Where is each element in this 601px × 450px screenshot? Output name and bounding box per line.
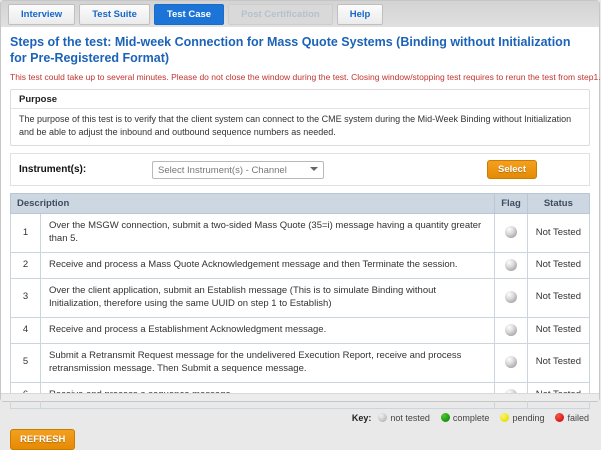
key-item-failed bbox=[555, 413, 589, 423]
step-description: Submit a Retransmit Request message for the undelivered Execution Report, receive and process retransmission message. Then Submit a sequence message. bbox=[41, 344, 495, 383]
flag-cell bbox=[495, 252, 528, 278]
tab-test-case[interactable]: Test Case bbox=[154, 4, 224, 25]
instrument-select[interactable] bbox=[152, 161, 324, 179]
step-number: 3 bbox=[11, 279, 41, 318]
warning-text: This test could take up to several minutes. Please do not close the window during the test. Closing window/stopping test requires to rerun the test from step1. bbox=[10, 71, 601, 82]
instrument-section bbox=[10, 153, 590, 187]
key-item-label: not tested bbox=[390, 412, 430, 423]
purpose-body: The purpose of this test is to verify that the client system can connect to the CME system during the Mid-Week Binding without Initialization and be able to adjust the inbound and outbound sequence numbers as needed. bbox=[19, 113, 572, 137]
key-item-label: complete bbox=[452, 412, 490, 423]
flag-sphere-icon bbox=[505, 259, 517, 271]
column-header-description: Description bbox=[11, 194, 495, 214]
tab-help[interactable]: Help bbox=[337, 4, 384, 25]
flag-sphere-icon bbox=[505, 324, 517, 336]
step-number: 4 bbox=[11, 317, 41, 343]
flag-sphere-icon bbox=[505, 356, 517, 368]
step-number: 1 bbox=[11, 214, 41, 253]
step-description: Over the client application, submit an Establish message (This is to simulate Binding without Initialization, therefore using the same UUID on step 1 to Establish) bbox=[41, 279, 495, 318]
not-tested-dot-icon bbox=[378, 413, 387, 422]
step-description: Receive and process a Mass Quote Acknowledgement message and then Terminate the session. bbox=[41, 252, 495, 278]
complete-dot-icon bbox=[441, 413, 450, 422]
key-item-label: pending bbox=[512, 412, 545, 423]
window-footer bbox=[1, 393, 599, 401]
key-item-complete bbox=[441, 413, 490, 423]
key-label: Key: bbox=[351, 412, 372, 423]
key-item-pending bbox=[500, 413, 544, 423]
tab-post-certification: Post Certification bbox=[228, 4, 333, 25]
flag-sphere-icon bbox=[505, 226, 517, 238]
status-value: Not Tested bbox=[527, 214, 589, 253]
refresh-button[interactable]: REFRESH bbox=[10, 429, 75, 450]
status-value: Not Tested bbox=[527, 252, 589, 278]
steps-table bbox=[10, 193, 590, 409]
tab-bar bbox=[1, 1, 599, 27]
failed-dot-icon bbox=[555, 413, 564, 422]
table-row bbox=[11, 252, 590, 278]
step-number: 2 bbox=[11, 252, 41, 278]
table-row bbox=[11, 279, 590, 318]
status-value: Not Tested bbox=[527, 279, 589, 318]
flag-cell bbox=[495, 317, 528, 343]
pending-dot-icon bbox=[500, 413, 509, 422]
content-area bbox=[1, 27, 599, 450]
select-button[interactable]: Select bbox=[487, 160, 537, 179]
table-row bbox=[11, 317, 590, 343]
key-item-not-tested bbox=[378, 413, 430, 423]
status-value: Not Tested bbox=[527, 344, 589, 383]
status-value: Not Tested bbox=[527, 317, 589, 343]
status-key-legend bbox=[10, 413, 589, 423]
table-header-row bbox=[11, 194, 590, 214]
step-description: Over the MSGW connection, submit a two-sided Mass Quote (35=i) message having a quantity greater than 5. bbox=[41, 214, 495, 253]
purpose-heading: Purpose bbox=[11, 90, 589, 109]
page-title: Steps of the test: Mid-week Connection for Mass Quote Systems (Binding without Initialization for Pre-Registered Format) bbox=[10, 35, 571, 66]
instrument-label: Instrument(s): bbox=[19, 163, 87, 175]
table-row bbox=[11, 344, 590, 383]
flag-cell bbox=[495, 279, 528, 318]
step-number: 5 bbox=[11, 344, 41, 383]
table-row bbox=[11, 214, 590, 253]
instrument-select-wrap bbox=[152, 160, 324, 180]
tab-interview[interactable]: Interview bbox=[8, 4, 75, 25]
column-header-status: Status bbox=[527, 194, 589, 214]
flag-sphere-icon bbox=[505, 291, 517, 303]
purpose-box bbox=[10, 89, 590, 146]
column-header-flag: Flag bbox=[495, 194, 528, 214]
flag-cell bbox=[495, 214, 528, 253]
key-item-label: failed bbox=[567, 412, 589, 423]
tab-test-suite[interactable]: Test Suite bbox=[79, 4, 150, 25]
step-description: Receive and process a Establishment Acknowledgment message. bbox=[41, 317, 495, 343]
flag-cell bbox=[495, 344, 528, 383]
